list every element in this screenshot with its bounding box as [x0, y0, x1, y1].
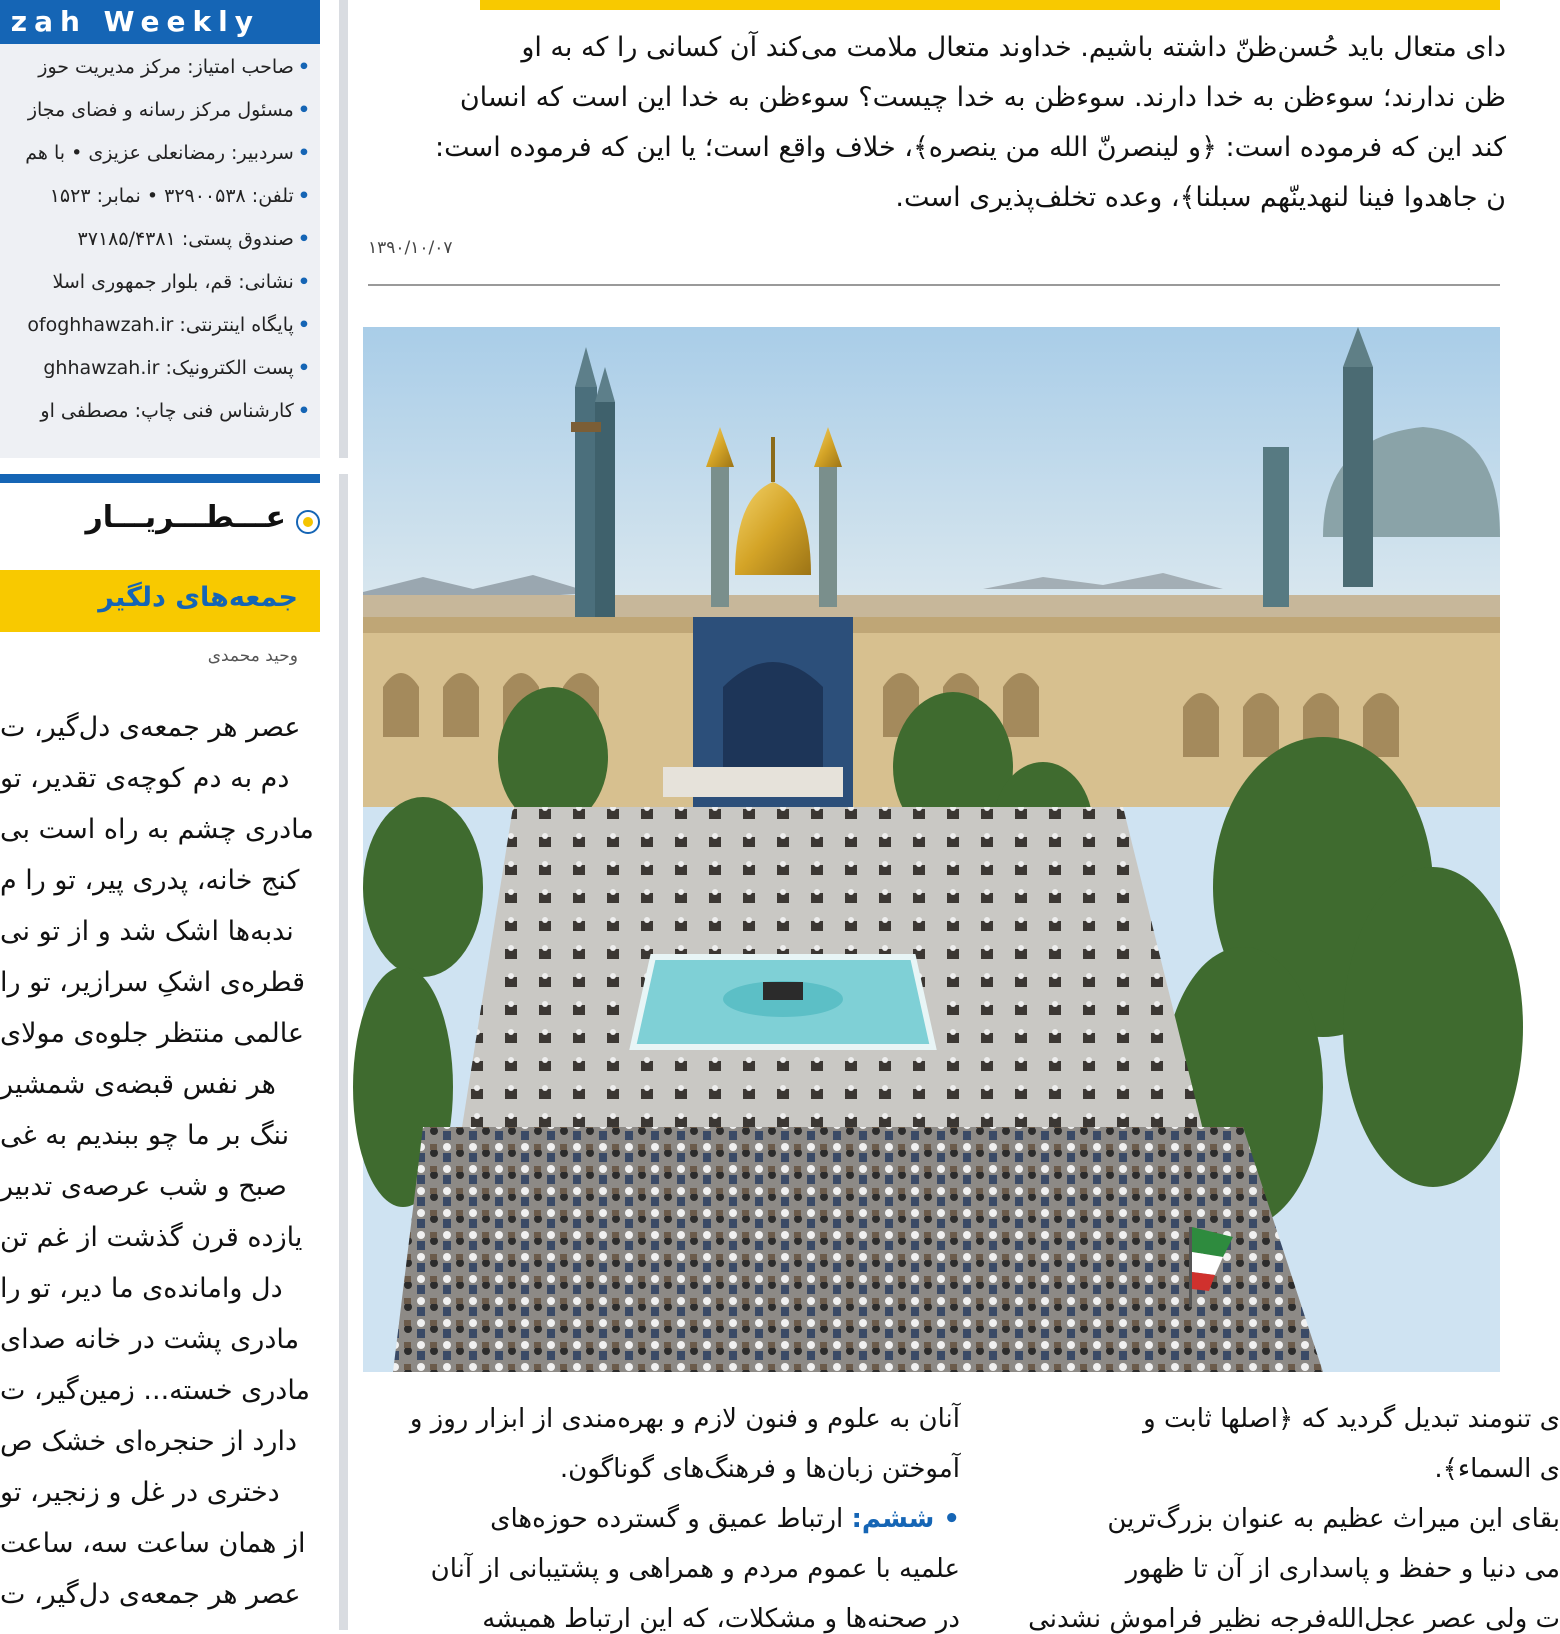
article-line: ظن ندارند؛ سوءظن به خدا دارند. سوءظن به خدا چیست؟ سوءظن به خدا این است که انسان: [459, 82, 1506, 113]
poem-line: عصر هر جمعه‌ی دل‌گیر، ت: [0, 1579, 301, 1610]
poem-line: قطره‌ی اشکِ سرازیر، تو را: [0, 967, 306, 998]
article-line: کند این که فرموده است: ﴿و لینصرنّ الله من ینصره﴾، خلاف واقع است؛ یا این که فرموده است:: [434, 132, 1506, 163]
section-header: [0, 500, 320, 544]
article-top: [368, 22, 1506, 232]
poem-line: از همان ساعت سه، ساعت: [0, 1528, 306, 1559]
paragraph-line: ت ولی عصر عجل‌الله‌فرجه نظیر فراموش نشدنی: [1028, 1604, 1560, 1634]
column-separator: [339, 0, 348, 458]
poem-line: دم به دم کوچه‌ی تقدیر، تو: [0, 763, 290, 794]
target-icon: [296, 510, 320, 534]
shrine-courtyard-photo: [363, 327, 1500, 1372]
poem-author: وحید محمدی: [207, 646, 298, 666]
poem-title-bar: [0, 570, 320, 632]
credit-line: •کارشناس فنی چاپ: مصطفی او: [40, 400, 310, 422]
masthead-title: zah Weekly: [0, 0, 320, 44]
bullet-title: ششم:: [851, 1504, 935, 1534]
section-title: عـــطـــریـــار: [85, 500, 286, 535]
horizontal-rule: [368, 284, 1500, 286]
poem-line: مادری پشت در خانه صدای: [0, 1324, 300, 1355]
article-date: ۱۳۹۰/۱۰/۰۷: [368, 238, 453, 258]
poem-line: عالمی منتظر جلوه‌ی مولای: [0, 1018, 305, 1049]
poem-line: ننگ بر ما چو ببندیم به غی: [0, 1120, 290, 1151]
photo-illustration: [363, 327, 1500, 1372]
credit-line: •تلفن: ۳۲۹۰۰۵۳۸ • نمابر: ۱۵۲۳: [49, 185, 310, 207]
credit-line: •صندوق پستی: ۳۷۱۸۵/۴۳۸۱: [77, 228, 310, 250]
poem-line: عصر هر جمعه‌ی دل‌گیر، ت: [0, 712, 301, 743]
poem-body: [0, 712, 320, 1630]
credit-line: •پست الکترونیک: ghhawzah.ir: [43, 357, 310, 379]
credit-line: •نشانی: قم، بلوار جمهوری اسلا: [52, 271, 310, 293]
article-line: دای متعال باید حُسن‌ظنّ داشته باشیم. خداوند متعال ملامت می‌کند آن کسانی را که به او: [521, 32, 1506, 63]
top-accent-bar: [480, 0, 1500, 10]
paragraph-line: ی السماء﴾.: [1434, 1454, 1560, 1484]
poem-line: یازده قرن گذشت از غم تن: [0, 1222, 303, 1253]
poem-line: هر نفس قبضه‌ی شمشیر: [0, 1069, 276, 1100]
poem-line: دختری در غل و زنجیر، تو: [0, 1477, 280, 1508]
credit-line: •پایگاه اینترنتی: ofoghhawzah.ir: [27, 314, 310, 336]
section-divider: [0, 474, 320, 483]
poem-line: ندبه‌ها اشک شد و از تو نی: [0, 916, 294, 947]
poem-line: صبح و شب عرصه‌ی تدبیر: [0, 1171, 287, 1202]
paragraph-line: آنان به علوم و فنون لازم و بهره‌مندی از ابزار روز و: [409, 1404, 960, 1434]
poem-line: کنج خانه، پدری پیر، تو را م: [0, 865, 300, 896]
article-column-right: [1000, 1404, 1560, 1634]
paragraph-line: علمیه با عموم مردم و همراهی و پشتیبانی از آنان: [430, 1554, 960, 1584]
credit-line: •صاحب امتیاز: مرکز مدیریت حوز: [38, 56, 310, 78]
credit-line: •سردبیر: رمضانعلی عزیزی • با هم: [25, 142, 310, 164]
paragraph-line: • ششم: ارتباط عمیق و گسترده حوزه‌های: [490, 1504, 960, 1534]
paragraph-line: آموختن زبان‌ها و فرهنگ‌های گوناگون.: [559, 1454, 960, 1484]
poem-line: دل وامانده‌ی ما دیر، تو را: [0, 1273, 283, 1304]
paragraph-line: ی تنومند تبدیل گردید که ﴿اصلها ثابت و: [1143, 1404, 1560, 1434]
paragraph-line: در صحنه‌ها و مشکلات، که این ارتباط همیشه: [482, 1604, 960, 1634]
poem-line: دارد از حنجره‌ای خشک ص: [0, 1426, 297, 1457]
poem-line: مادری خسته... زمین‌گیر، ت: [0, 1375, 311, 1406]
poem-line: مادری چشم به راه است بی: [0, 814, 314, 845]
paragraph-line: بقای این میراث عظیم به عنوان بزرگ‌ترین: [1107, 1504, 1560, 1534]
poem-title: جمعه‌های دلگیر: [98, 582, 298, 613]
paragraph-line: می دنیا و حفظ و پاسداری از آن تا ظهور: [1125, 1554, 1560, 1584]
article-line: ن جاهدوا فینا لنهدینّهم سبلنا﴾، وعده تخلف‌پذیری است.: [895, 182, 1506, 213]
credit-line: •مسئول مرکز رسانه و فضای مجاز: [27, 99, 310, 121]
